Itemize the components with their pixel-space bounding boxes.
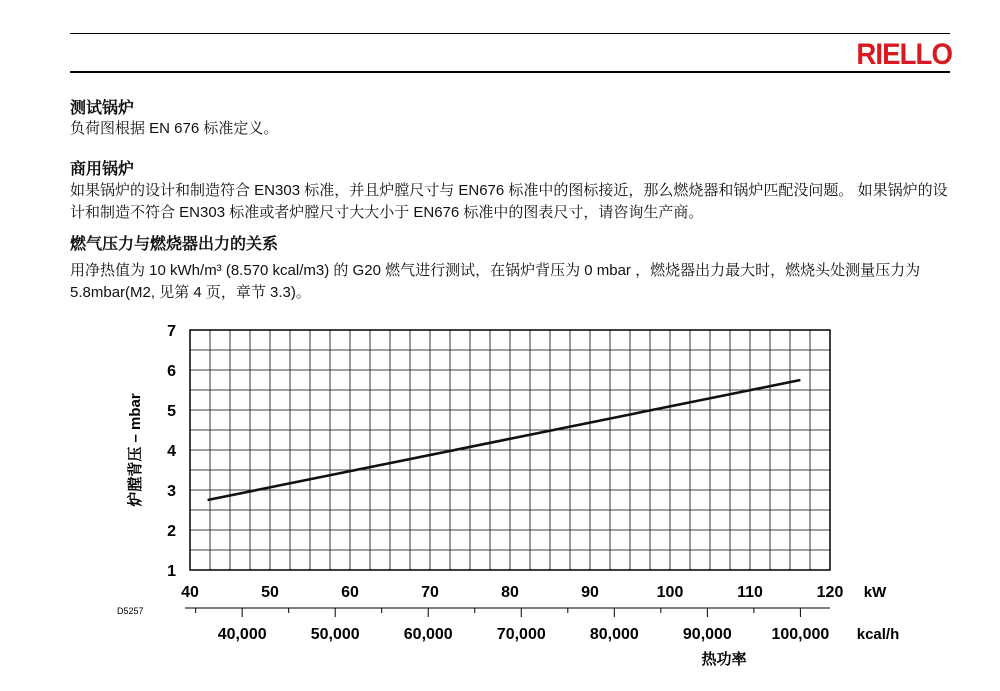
- x-tick-label: 50: [261, 584, 279, 601]
- diagram-code: D5257: [117, 606, 144, 616]
- x-tick-label: 40: [181, 584, 199, 601]
- secondary-tick-label: 90,000: [682, 626, 732, 643]
- paragraph-test-boiler: 负荷图根据 EN 676 标准定义。: [70, 120, 279, 137]
- x-tick-label: 110: [737, 584, 763, 601]
- paragraph-pressure-output: 用净热值为 10 kWh/m³ (8.570 kcal/m3) 的 G20 燃气进行测试，在锅炉背压为 0 mbar ，燃烧器出力最大时，燃烧头处测量压力为 5.8mbar(M2, 见第 4 页，章节 3.3)。: [70, 262, 921, 301]
- x-tick-label: 120: [816, 584, 844, 601]
- riello-logo: RIELLO: [856, 38, 952, 71]
- x-unit-secondary: kcal/h: [856, 626, 900, 643]
- y-tick-labels: [167, 323, 176, 580]
- secondary-tick-label: 40,000: [217, 626, 267, 643]
- secondary-tick-label: 60,000: [403, 626, 453, 643]
- x-axis-label: 热功率: [701, 651, 747, 668]
- x-unit-primary: kW: [863, 584, 887, 601]
- y-tick-label: 2: [167, 523, 176, 540]
- y-tick-label: 5: [167, 403, 176, 420]
- y-tick-label: 1: [167, 563, 176, 580]
- secondary-tick-label: 80,000: [589, 626, 639, 643]
- heading-pressure-output: 燃气压力与燃烧器出力的关系: [70, 236, 279, 253]
- heading-commercial-boiler: 商用锅炉: [70, 161, 135, 178]
- secondary-tick-label: 70,000: [496, 626, 546, 643]
- secondary-tick-label: 100,000: [771, 626, 830, 643]
- x-tick-label: 90: [581, 584, 599, 601]
- secondary-tick-label: 50,000: [310, 626, 360, 643]
- secondary-axis: [185, 608, 830, 643]
- heading-test-boiler: 测试锅炉: [70, 100, 135, 117]
- series-layer: [208, 380, 801, 500]
- x-tick-labels: [181, 584, 843, 601]
- x-tick-label: 80: [501, 584, 519, 601]
- x-tick-label: 60: [341, 584, 359, 601]
- paragraph-commercial-boiler: 如果锅炉的设计和制造符合 EN303 标准，并且炉膛尺寸与 EN676 标准中的图标接近，那么燃烧器和锅炉匹配没问题。 如果锅炉的设计和制造不符合 EN303 标准或者炉膛尺寸大大小于 EN676 标准中的图表尺寸，请咨询生产商。: [70, 182, 948, 221]
- y-axis-label: 炉膛背压 – mbar: [127, 393, 144, 507]
- y-tick-label: 4: [167, 443, 176, 460]
- series-line: [208, 380, 801, 500]
- y-tick-label: 6: [167, 363, 176, 380]
- y-tick-label: 7: [167, 323, 176, 340]
- y-tick-label: 3: [167, 483, 176, 500]
- x-tick-label: 100: [656, 584, 684, 601]
- chart-grid: [190, 330, 830, 570]
- x-tick-label: 70: [421, 584, 439, 601]
